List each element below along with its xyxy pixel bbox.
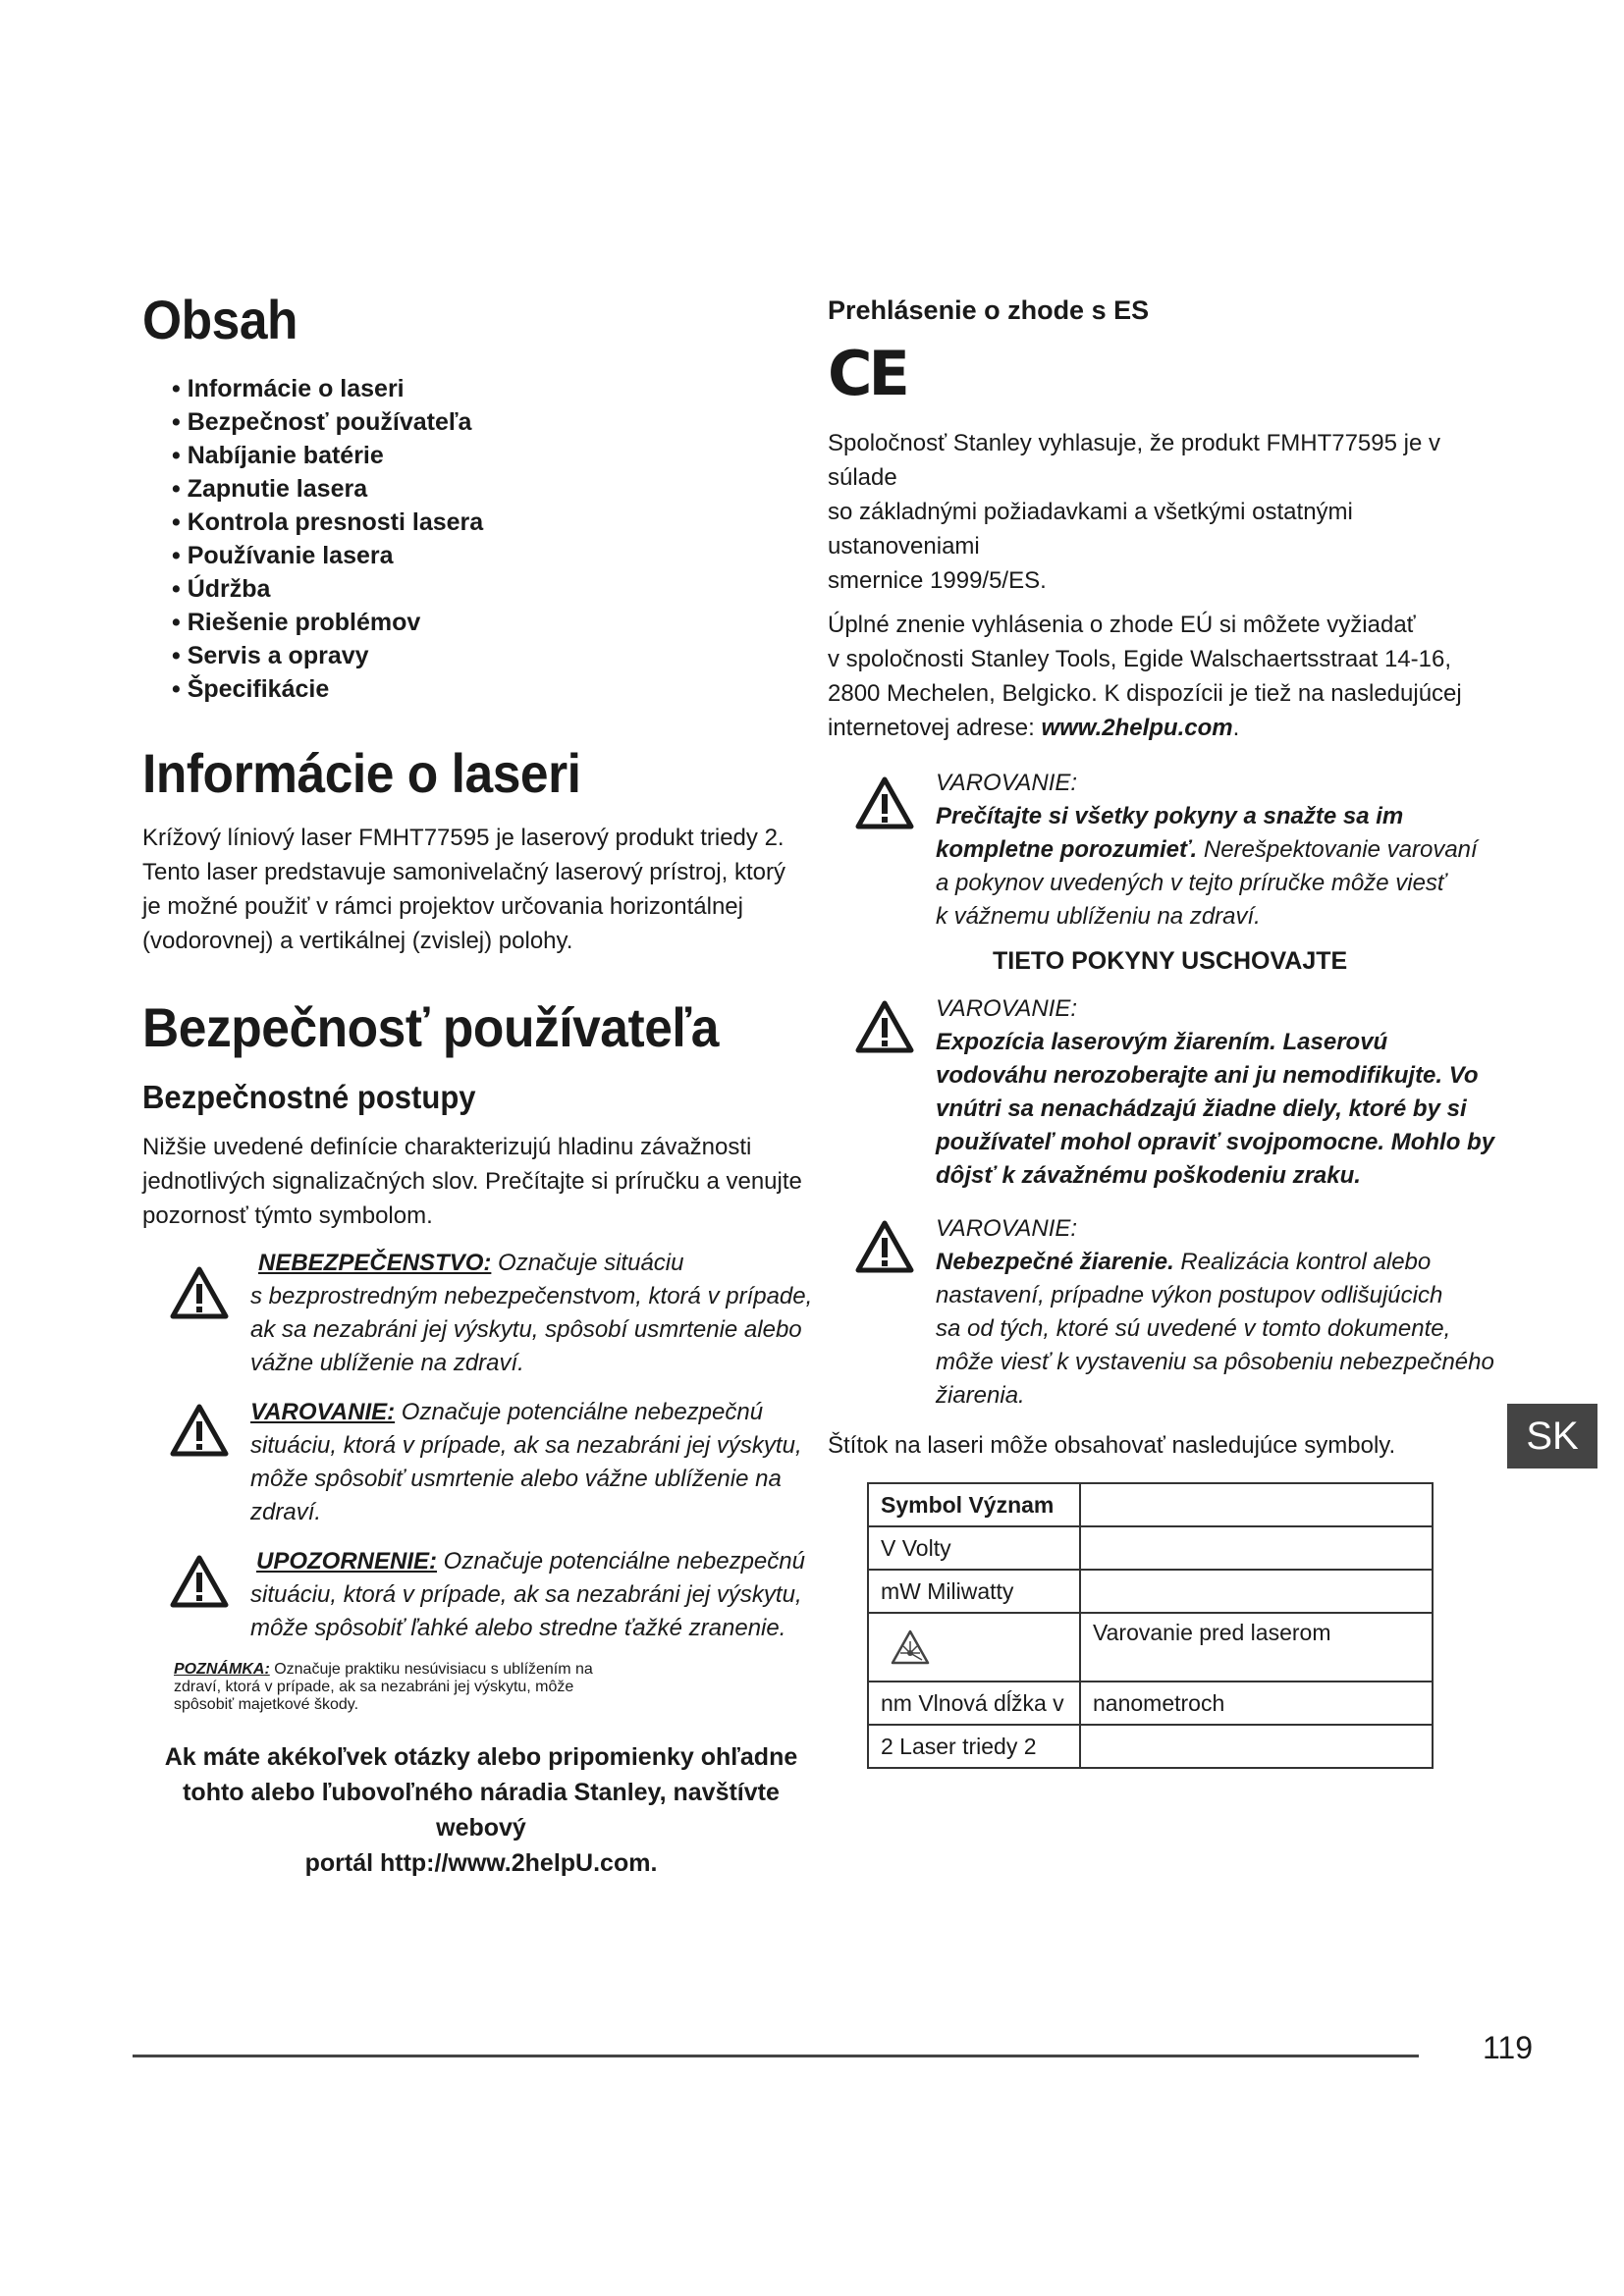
- symbols-table: [867, 1482, 1434, 1769]
- table-cell: [1080, 1570, 1433, 1613]
- text-line: ak sa nezabráni jej výskytu, spôsobí usmrtenie alebo: [250, 1316, 802, 1344]
- toc-item[interactable]: • Informácie o laseri: [172, 372, 820, 405]
- ce-mark: CE: [828, 338, 906, 410]
- warning-triangle-icon: [170, 1266, 229, 1319]
- text-line: a pokynov uvedených v tejto príručke môže viesť: [936, 870, 1446, 897]
- table-header: Symbol Význam: [868, 1483, 1080, 1526]
- text-line: pozornosť týmto symbolom.: [142, 1202, 433, 1230]
- table-row: [868, 1682, 1433, 1725]
- warning-text: [936, 767, 1478, 934]
- text-line: Úplné znenie vyhlásenia o zhode EÚ si môžete vyžiadať: [828, 612, 1416, 639]
- toc-item[interactable]: • Používanie lasera: [172, 539, 820, 572]
- text-line: žiarenia.: [936, 1382, 1025, 1410]
- text-line: spôsobiť majetkové škody.: [174, 1696, 359, 1714]
- table-cell: 2 Laser triedy 2: [868, 1725, 1080, 1768]
- text-line: internetovej adrese:: [828, 715, 1042, 742]
- note-block: [174, 1661, 820, 1714]
- symbols-intro: Štítok na laseri môže obsahovať nasledujúce symboly.: [828, 1432, 1396, 1460]
- text-line: môže spôsobiť ľahké alebo stredne ťažké zranenie.: [250, 1615, 786, 1642]
- right-column: [828, 294, 1495, 1769]
- text-line: k vážnemu ublíženiu na zdraví.: [936, 903, 1261, 931]
- toc-title: Obsah: [142, 289, 298, 350]
- contact-notice: [142, 1739, 820, 1881]
- warning-text: [936, 1212, 1494, 1413]
- table-cell: [1080, 1483, 1433, 1526]
- text-line: Krížový líniový laser FMHT77595 je laserový produkt triedy 2.: [142, 825, 785, 852]
- text-line: Spoločnosť Stanley vyhlasuje, že produkt FMHT77595 je v súlade: [828, 430, 1440, 492]
- warning-block: [142, 1396, 820, 1529]
- laser-exposure-warning: [828, 992, 1495, 1193]
- warning-label: VAROVANIE:: [936, 770, 1078, 797]
- table-row: [868, 1613, 1433, 1682]
- text-line: používateľ mohol opraviť svojpomocne. Mohlo by: [936, 1129, 1495, 1156]
- user-safety-title: Bezpečnosť používateľa: [142, 996, 719, 1059]
- warning-triangle-icon: [855, 776, 914, 829]
- note-label: POZNÁMKA:: [174, 1661, 270, 1679]
- safety-intro: [142, 1130, 820, 1233]
- table-cell: mW Miliwatty: [868, 1570, 1080, 1613]
- text-line: vodováhu nerozoberajte ani ju nemodifikujte. Vo: [936, 1062, 1479, 1090]
- declaration-para1: [828, 426, 1495, 598]
- language-tab: SK: [1507, 1404, 1597, 1468]
- hazardous-radiation-warning: [828, 1212, 1495, 1413]
- table-row: [868, 1483, 1433, 1526]
- text-line: (vodorovnej) a vertikálnej (zvislej) polohy.: [142, 928, 573, 955]
- text-line: sa od tých, ktoré sú uvedené v tomto dokumente,: [936, 1315, 1451, 1343]
- text-line: situáciu, ktorá v prípade, ak sa nezabráni jej výskytu,: [250, 1581, 802, 1609]
- footer-divider: [133, 2055, 1419, 2057]
- left-column: [142, 290, 820, 1881]
- text-line: Označuje situáciu: [491, 1250, 684, 1277]
- warning-triangle-icon: [855, 1000, 914, 1053]
- laser-info-text: [142, 821, 820, 958]
- table-cell: [868, 1613, 1080, 1682]
- toc-item[interactable]: • Špecifikácie: [172, 672, 820, 706]
- table-cell: V Volty: [868, 1526, 1080, 1570]
- text-line: Prečítajte si všetky pokyny a snažte sa im: [936, 803, 1404, 830]
- warning-triangle-icon: [170, 1555, 229, 1608]
- warning-text: [936, 992, 1494, 1193]
- text-line: smernice 1999/5/ES.: [828, 567, 1047, 595]
- table-row: [868, 1570, 1433, 1613]
- text-line: dôjsť k závažnému poškodeniu zraku.: [936, 1162, 1361, 1190]
- text-line: Označuje praktiku nesúvisiacu s ublížením na: [269, 1661, 593, 1679]
- text-line: Expozícia laserovým žiarením. Laserovú: [936, 1029, 1388, 1056]
- text-line: 2800 Mechelen, Belgicko. K dispozícii je tiež na nasledujúcej: [828, 680, 1462, 708]
- text-line: situáciu, ktorá v prípade, ak sa nezabráni jej výskytu,: [250, 1432, 802, 1460]
- page-number: 119: [1483, 2030, 1534, 2065]
- text-line: môže viesť k vystaveniu sa pôsobeniu nebezpečného: [936, 1349, 1494, 1376]
- declaration-title: Prehlásenie o zhode s ES: [828, 295, 1150, 325]
- text-line: Ak máte akékoľvek otázky alebo pripomienky ohľadne: [164, 1743, 798, 1772]
- table-cell: nm Vlnová dĺžka v: [868, 1682, 1080, 1725]
- text-line: kompletne porozumieť.: [936, 836, 1198, 864]
- toc-item[interactable]: • Nabíjanie batérie: [172, 439, 820, 472]
- text-line: portál http://www.2helpU.com.: [304, 1849, 658, 1878]
- warning-triangle-icon: [855, 1220, 914, 1273]
- website-link[interactable]: www.2helpu.com: [1041, 715, 1233, 742]
- keep-instructions: TIETO POKYNY USCHOVAJTE: [993, 947, 1348, 976]
- text-line: Nižšie uvedené definície charakterizujú hladinu závažnosti: [142, 1134, 752, 1161]
- caution-text: [250, 1545, 805, 1645]
- text-line: vážne ublíženie na zdraví.: [250, 1350, 524, 1377]
- warning-triangle-icon: [170, 1404, 229, 1457]
- text-line: je možné použiť v rámci projektov určovania horizontálnej: [142, 893, 743, 921]
- safety-procedures-subtitle: Bezpečnostné postupy: [142, 1078, 476, 1115]
- declaration-para2: [828, 608, 1495, 745]
- text-line: Označuje potenciálne nebezpečnú: [437, 1548, 805, 1575]
- toc-item[interactable]: • Servis a opravy: [172, 639, 820, 672]
- text-line: v spoločnosti Stanley Tools, Egide Walschaertsstraat 14-16,: [828, 646, 1451, 673]
- warning-label: VAROVANIE:: [936, 995, 1078, 1023]
- table-row: [868, 1725, 1433, 1768]
- caution-label: UPOZORNENIE:: [256, 1548, 438, 1575]
- text-line: zdraví, ktorá v prípade, ak sa nezabráni jej výskytu, môže: [174, 1679, 574, 1696]
- text-line: môže spôsobiť usmrtenie alebo vážne ublíženie na: [250, 1466, 782, 1493]
- warning-text: [250, 1396, 802, 1529]
- text-line: Nebezpečné žiarenie.: [936, 1249, 1174, 1276]
- toc-item[interactable]: • Zapnutie lasera: [172, 472, 820, 506]
- laser-warning-icon: [891, 1629, 930, 1665]
- danger-text: [250, 1247, 812, 1380]
- read-instructions-warning: [828, 767, 1495, 934]
- table-cell: [1080, 1526, 1433, 1570]
- text-line: tohto alebo ľubovoľného náradia Stanley, navštívte webový: [183, 1779, 780, 1842]
- table-cell: nanometroch: [1080, 1682, 1433, 1725]
- table-cell: [1080, 1725, 1433, 1768]
- table-cell: Varovanie pred laserom: [1080, 1613, 1433, 1682]
- text-line: nastavení, prípadne výkon postupov odlišujúcich: [936, 1282, 1443, 1309]
- table-row: [868, 1526, 1433, 1570]
- text-line: Realizácia kontrol alebo: [1173, 1249, 1432, 1276]
- warning-label: VAROVANIE:: [936, 1215, 1078, 1243]
- text-line: jednotlivých signalizačných slov. Prečítajte si príručku a venujte: [142, 1168, 802, 1196]
- danger-label: NEBEZPEČENSTVO:: [258, 1250, 492, 1277]
- laser-info-title: Informácie o laseri: [142, 741, 581, 804]
- warning-label: VAROVANIE:: [250, 1399, 396, 1426]
- toc-item[interactable]: • Riešenie problémov: [172, 606, 820, 639]
- text-line: Tento laser predstavuje samonivelačný laserový prístroj, ktorý: [142, 859, 785, 886]
- text-line: Označuje potenciálne nebezpečnú: [395, 1399, 764, 1426]
- toc-list: [172, 372, 820, 706]
- toc-item[interactable]: • Bezpečnosť používateľa: [172, 405, 820, 439]
- text-line: zdraví.: [250, 1499, 322, 1526]
- danger-block: [142, 1247, 820, 1380]
- text-line: .: [1232, 715, 1240, 742]
- text-line: vnútri sa nenachádzajú žiadne diely, ktoré by si: [936, 1095, 1467, 1123]
- toc-item[interactable]: • Kontrola presnosti lasera: [172, 506, 820, 539]
- toc-item[interactable]: • Údržba: [172, 572, 820, 606]
- text-line: s bezprostredným nebezpečenstvom, ktorá v prípade,: [250, 1283, 813, 1310]
- text-line: Nerešpektovanie varovaní: [1197, 836, 1478, 864]
- caution-block: [142, 1545, 820, 1645]
- text-line: so základnými požiadavkami a všetkými ostatnými ustanoveniami: [828, 499, 1353, 561]
